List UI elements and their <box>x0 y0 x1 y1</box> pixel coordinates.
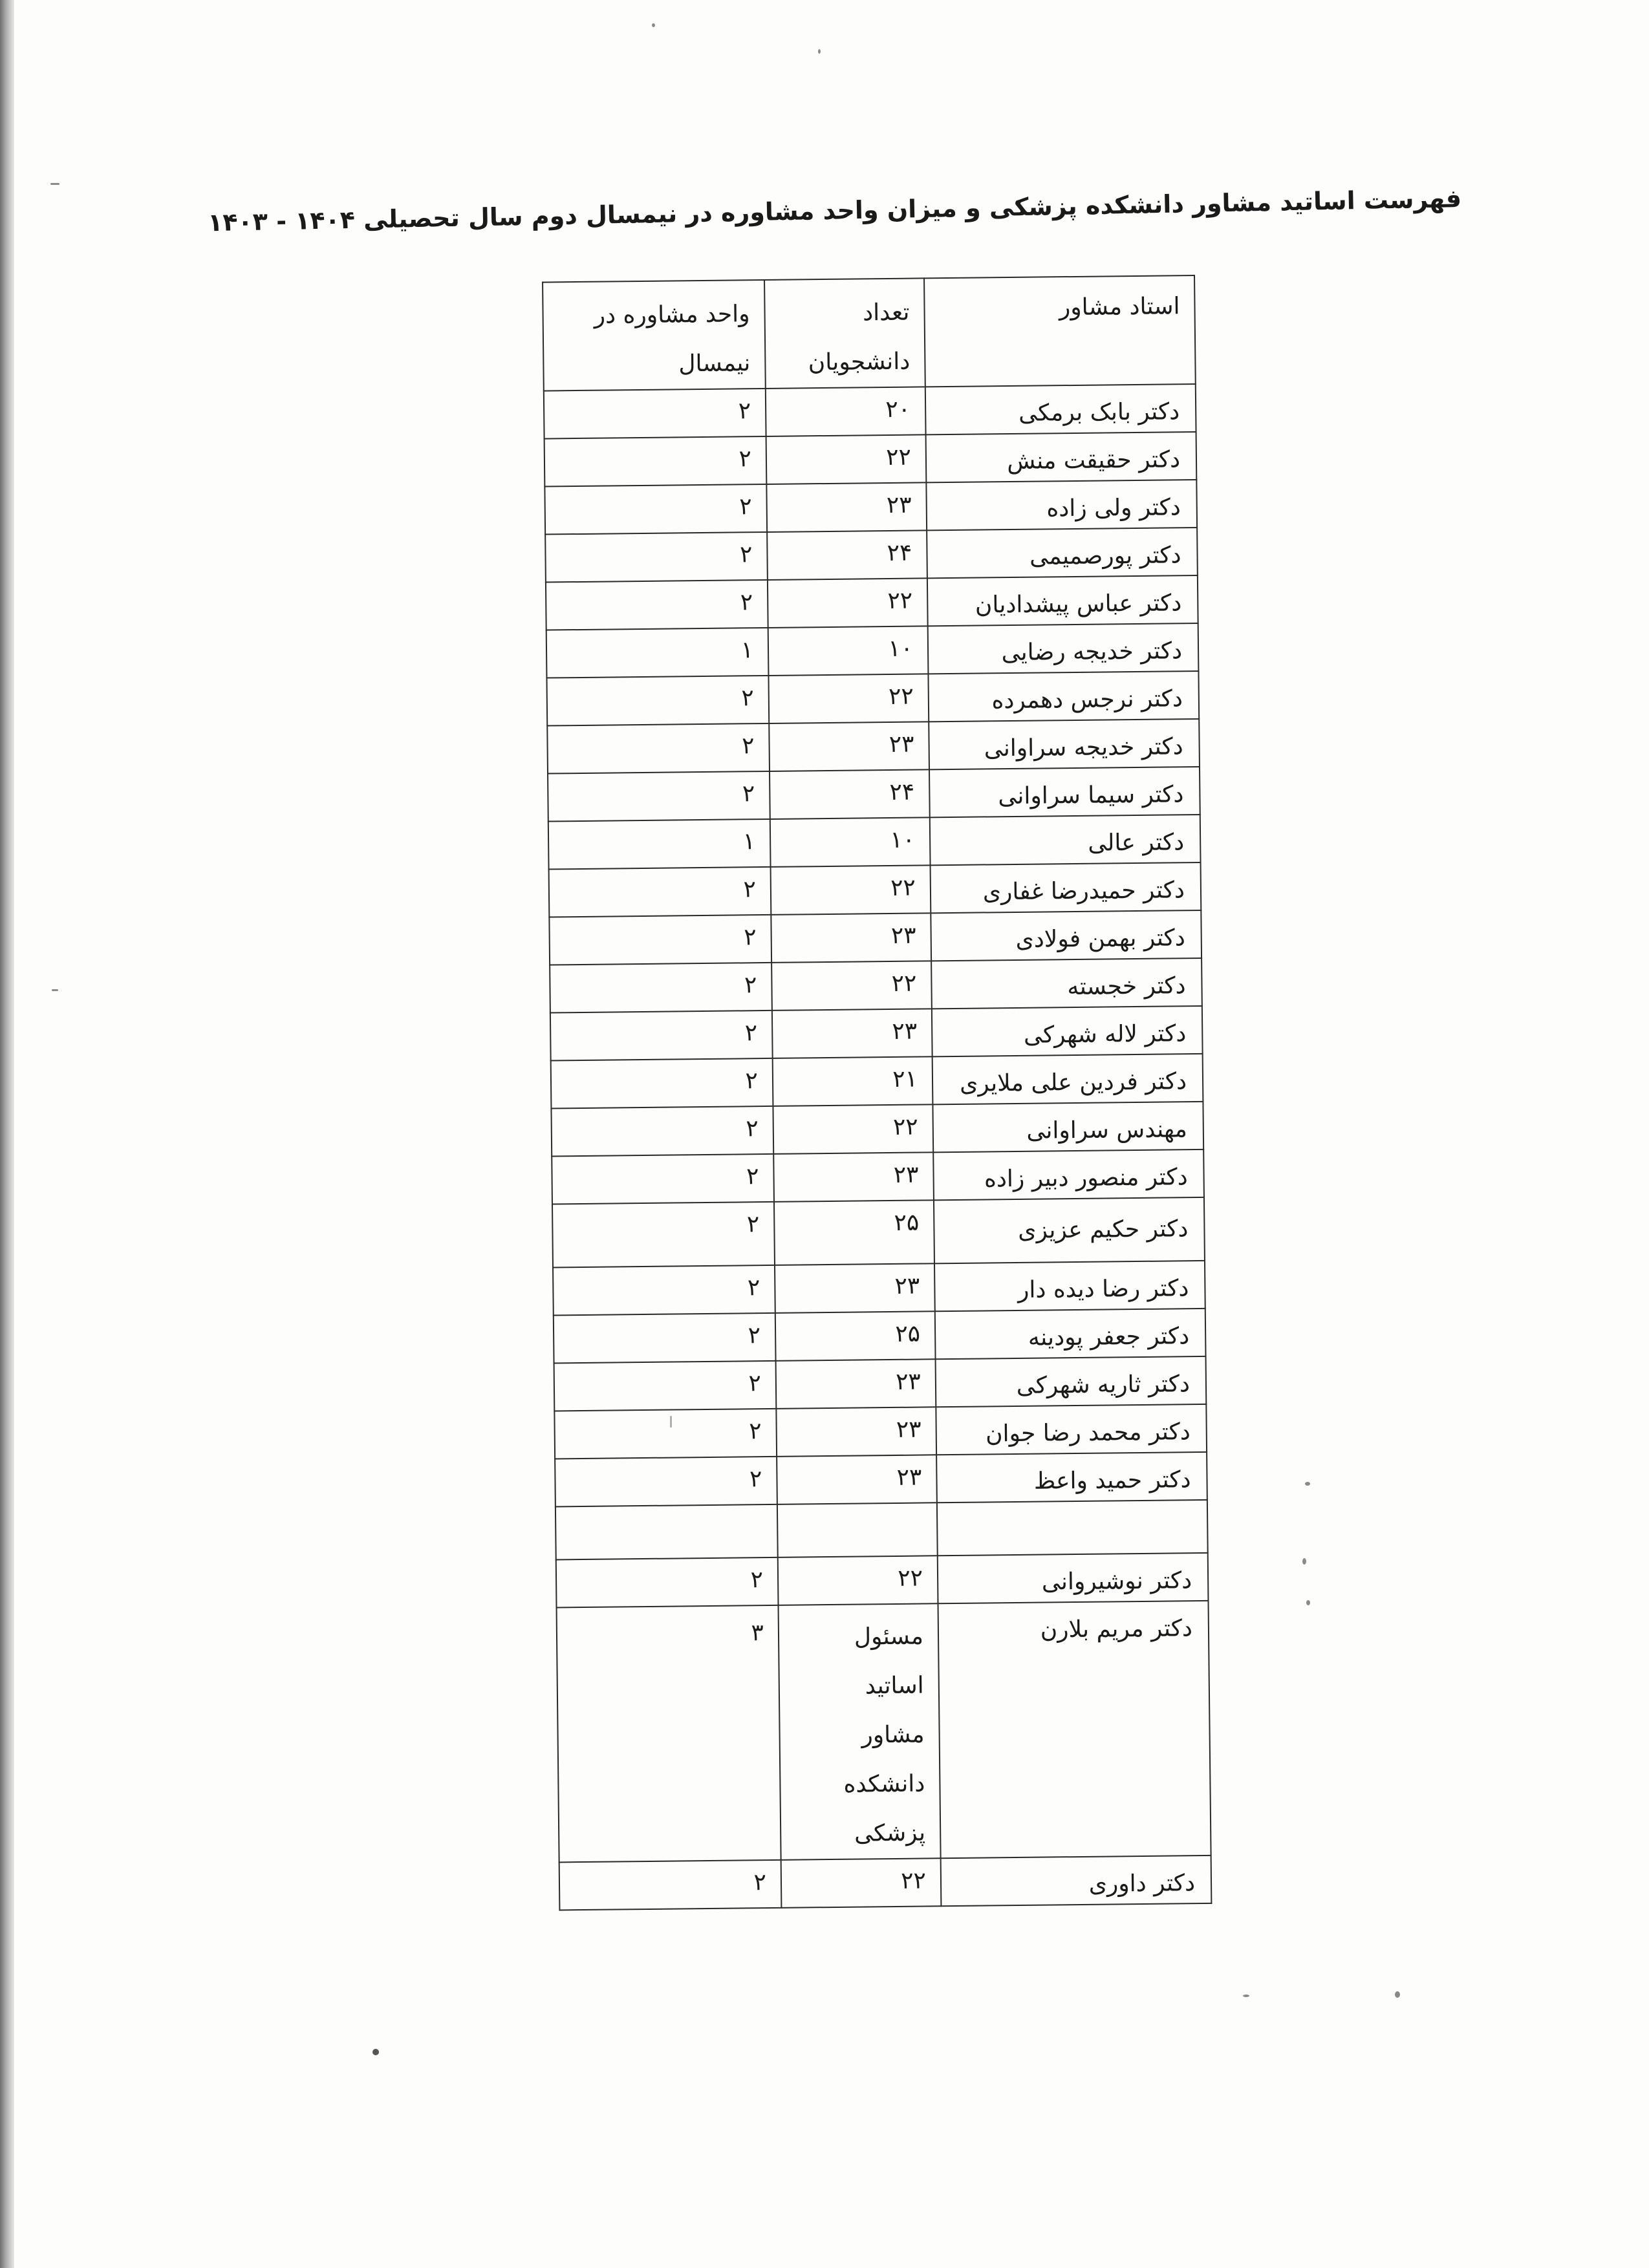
student-count: ۱۰ <box>770 817 931 867</box>
advising-units: ۲ <box>546 676 769 726</box>
student-count: ۲۳ <box>771 913 931 963</box>
advising-units: ۱ <box>548 819 771 870</box>
header-units <box>543 280 766 391</box>
student-count: ۲۴ <box>770 769 930 819</box>
student-count: ۲۰ <box>766 387 926 436</box>
advising-units: ۲ <box>554 1409 777 1459</box>
student-count: ۲۲ <box>781 1858 942 1908</box>
table-row <box>552 1197 1205 1268</box>
advising-units: ۲ <box>549 915 771 965</box>
advisor-name: دکتر جعفر پودینه <box>935 1309 1206 1359</box>
advisor-name: دکتر لاله شهرکی <box>932 1006 1203 1056</box>
scan-speck <box>372 2049 379 2055</box>
header-advisor <box>924 275 1196 387</box>
student-count-note <box>778 1603 940 1860</box>
table-row-empty <box>555 1500 1208 1560</box>
student-count: ۱۰ <box>768 626 929 676</box>
advising-units: ۱ <box>546 628 769 678</box>
advisor-name: دکتر مریم بلارن <box>938 1601 1211 1858</box>
note-line: مشاور <box>861 1721 925 1749</box>
student-count: ۲۲ <box>766 434 926 484</box>
advisor-name: دکتر ولی زاده <box>926 480 1197 530</box>
table-row <box>551 1054 1203 1109</box>
advisor-name: دکتر داوری <box>940 1856 1211 1906</box>
scan-speck <box>818 49 821 54</box>
advisor-name: دکتر بابک برمکی <box>925 384 1196 434</box>
advisor-name: دکتر نوشیروانی <box>938 1553 1209 1603</box>
advisor-name: دکتر محمد رضا جوان <box>936 1404 1207 1455</box>
advisor-name: دکتر فردین علی ملایری <box>932 1054 1203 1104</box>
student-count: ۲۳ <box>773 1152 934 1202</box>
advisor-name: دکتر خجسته <box>931 958 1202 1009</box>
student-count: ۲۴ <box>767 530 927 580</box>
header-advisor-label: استاد مشاور <box>1059 293 1180 321</box>
table-row <box>554 1309 1206 1364</box>
advisor-name: دکتر حکیم عزیزی <box>934 1197 1205 1263</box>
note-line: مسئول <box>854 1623 924 1651</box>
advising-units: ۲ <box>545 532 768 583</box>
table-row <box>546 575 1198 630</box>
table-row <box>550 1006 1203 1061</box>
advisor-name: دکتر عالی <box>930 815 1201 865</box>
advisor-name: دکتر خدیجه رضایی <box>928 623 1199 674</box>
table-row <box>549 862 1202 917</box>
scan-speck <box>1395 1991 1400 1998</box>
scan-speck <box>1302 1558 1306 1565</box>
advisor-name: دکتر حقیقت منش <box>925 432 1196 482</box>
advising-units: ۲ <box>551 1058 773 1109</box>
student-count: ۲۵ <box>774 1200 934 1265</box>
advisor-name: دکتر حمید واعظ <box>936 1452 1207 1503</box>
student-count: ۲۲ <box>778 1556 938 1605</box>
advising-units: ۲ <box>554 1361 777 1411</box>
scan-speck <box>1305 1482 1310 1486</box>
student-count: ۲۲ <box>773 1104 933 1154</box>
note-line: دانشکده <box>843 1770 925 1798</box>
scan-speck <box>1306 1600 1310 1605</box>
advisor-name: دکتر حمیدرضا غفاری <box>930 862 1201 913</box>
table-row <box>546 623 1199 678</box>
advisor-name: دکتر منصور دبیر زاده <box>933 1150 1204 1200</box>
header-students-line1: تعداد <box>862 299 910 326</box>
advising-units: ۲ <box>547 723 770 774</box>
advising-units: ۲ <box>559 1860 782 1910</box>
note-line: اساتید <box>865 1672 924 1700</box>
scan-speck <box>52 989 58 991</box>
student-count: ۲۲ <box>768 578 928 628</box>
advisor-name: دکتر پورصمیمی <box>927 528 1198 578</box>
advising-units: ۲ <box>552 1202 775 1268</box>
advisor-name: دکتر رضا دیده دار <box>934 1261 1205 1311</box>
table-row <box>557 1601 1211 1863</box>
scan-edge-shadow <box>0 0 14 2268</box>
student-count: ۲۳ <box>772 1009 932 1058</box>
student-count: ۲۱ <box>773 1056 933 1106</box>
table-row <box>545 528 1198 583</box>
table-row <box>552 1150 1204 1204</box>
table-header-row <box>543 275 1196 391</box>
student-count: ۲۳ <box>775 1263 935 1313</box>
table-row <box>556 1553 1209 1608</box>
student-count: ۲۳ <box>776 1407 936 1457</box>
student-count: ۲۲ <box>770 865 931 915</box>
advising-units: ۲ <box>548 771 770 822</box>
table-row <box>554 1404 1207 1459</box>
student-count: ۲۲ <box>768 674 929 723</box>
table-row <box>555 1452 1207 1507</box>
student-count: ۲۳ <box>769 722 929 771</box>
header-units-line2: نیمسال <box>678 350 751 378</box>
empty-cell <box>777 1503 938 1557</box>
table-row <box>549 910 1202 965</box>
student-count: ۲۲ <box>771 961 932 1011</box>
advisor-name: مهندس سراوانی <box>932 1102 1203 1152</box>
student-count: ۲۵ <box>775 1311 936 1361</box>
table-row <box>544 480 1197 535</box>
advising-units: ۲ <box>550 1011 773 1061</box>
advisors-table <box>542 275 1212 1910</box>
advisor-name: دکتر خدیجه سراوانی <box>929 719 1200 769</box>
document-title: فهرست اساتید مشاور دانشکده پزشکی و میزان واحد مشاوره در نیمسال دوم سال تحصیلی ۱۴۰۴ - ۱۴۰۳ <box>207 184 1462 237</box>
advising-units: ۲ <box>556 1557 779 1608</box>
table-row <box>559 1856 1212 1910</box>
student-count: ۲۳ <box>766 482 927 532</box>
advisor-name: دکتر عباس پیشدادیان <box>927 575 1198 626</box>
advisor-name: دکتر سیما سراوانی <box>929 767 1200 817</box>
advisor-name: دکتر ثاریه شهرکی <box>935 1356 1206 1407</box>
header-students-line2: دانشجویان <box>808 348 911 376</box>
scan-speck <box>652 23 655 27</box>
note-line: پزشکی <box>854 1819 926 1847</box>
table-row <box>551 1102 1203 1157</box>
advising-units: ۲ <box>546 580 768 630</box>
table-row <box>547 719 1200 774</box>
table-row <box>546 671 1199 726</box>
student-count: ۲۳ <box>777 1455 937 1504</box>
table-row <box>548 767 1200 822</box>
header-units-line1: واحد مشاوره در <box>594 301 750 329</box>
advising-units: ۲ <box>552 1154 774 1204</box>
scan-speck <box>1243 1995 1249 1997</box>
header-students <box>764 278 925 389</box>
advising-units: ۲ <box>553 1265 775 1316</box>
advisor-name: دکتر بهمن فولادی <box>931 910 1202 961</box>
advising-units: ۲ <box>549 867 771 917</box>
advisors-table-container <box>542 275 1212 1910</box>
advising-units: ۲ <box>555 1457 777 1507</box>
advisor-name: دکتر نرجس دهمرده <box>928 671 1199 722</box>
advising-units: ۲ <box>544 389 766 439</box>
table-row <box>544 432 1197 487</box>
advising-units: ۲ <box>551 1106 773 1157</box>
table-row <box>548 815 1201 870</box>
scan-speck <box>50 183 59 185</box>
student-count: ۲۳ <box>775 1359 936 1409</box>
table-row <box>544 384 1196 439</box>
table-row <box>550 958 1202 1013</box>
advising-units: ۲ <box>550 963 772 1013</box>
table-row <box>553 1261 1205 1316</box>
empty-cell <box>937 1500 1208 1556</box>
table-row <box>554 1356 1207 1411</box>
advising-units: ۳ <box>557 1605 781 1863</box>
advising-units: ۲ <box>554 1313 776 1364</box>
advising-units: ۲ <box>544 436 767 487</box>
empty-cell <box>555 1504 778 1560</box>
advising-units: ۲ <box>544 484 767 535</box>
